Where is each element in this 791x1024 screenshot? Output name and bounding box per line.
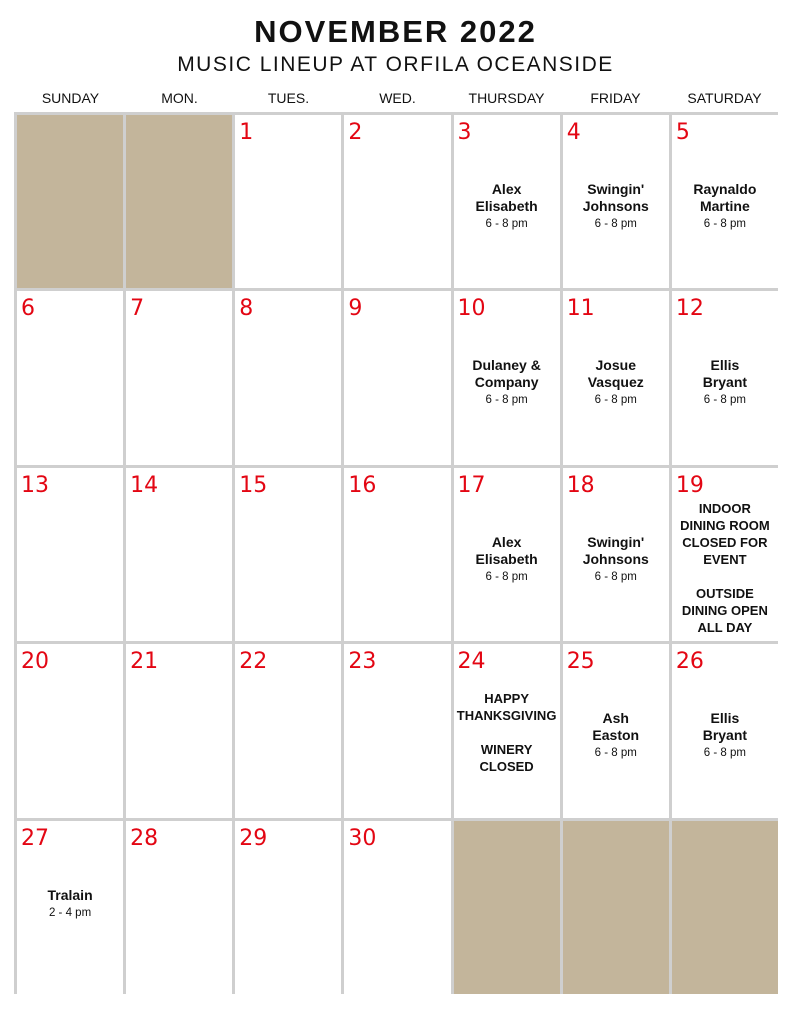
calendar-title: NOVEMBER 2022 bbox=[254, 14, 537, 49]
day-cell-25 bbox=[563, 644, 669, 817]
day-cell-28 bbox=[126, 821, 232, 994]
day-cell-29 bbox=[235, 821, 341, 994]
day-cell-6 bbox=[17, 291, 123, 464]
music-event bbox=[672, 181, 778, 232]
weekday-label: SATURDAY bbox=[687, 90, 762, 106]
music-event bbox=[17, 887, 123, 921]
day-cell-2 bbox=[344, 115, 450, 288]
music-event bbox=[454, 181, 560, 232]
performance-time: 2 - 4 pm bbox=[48, 906, 92, 919]
weekday-label: WED. bbox=[379, 90, 416, 106]
day-cell-19 bbox=[672, 468, 778, 641]
performer-name: Ash Easton bbox=[592, 710, 640, 744]
day-number: 29 bbox=[239, 825, 268, 851]
music-event bbox=[563, 710, 669, 761]
day-number: 4 bbox=[566, 120, 581, 145]
day-cell-23 bbox=[344, 644, 450, 817]
day-number: 10 bbox=[457, 296, 486, 322]
day-cell-5 bbox=[672, 115, 778, 288]
day-cell-14 bbox=[126, 468, 232, 641]
performer-name: Tralain bbox=[47, 886, 93, 903]
performance-time: 6 - 8 pm bbox=[703, 394, 746, 407]
day-cell-21 bbox=[126, 644, 232, 817]
day-number: 11 bbox=[566, 296, 595, 322]
day-cell-24 bbox=[454, 644, 560, 817]
day-number: 20 bbox=[21, 649, 49, 675]
music-event bbox=[672, 710, 778, 761]
day-number: 5 bbox=[675, 120, 690, 145]
day-cell-26 bbox=[672, 644, 778, 817]
day-number: 8 bbox=[239, 296, 254, 322]
performer-name: Alex Elisabeth bbox=[475, 181, 538, 214]
calendar-subtitle: MUSIC LINEUP AT ORFILA OCEANSIDE bbox=[177, 53, 614, 76]
day-number: 22 bbox=[239, 649, 268, 675]
weekday-label: SUNDAY bbox=[41, 90, 100, 106]
day-number: 13 bbox=[21, 472, 49, 498]
performance-time: 6 - 8 pm bbox=[703, 218, 746, 230]
day-number: 7 bbox=[130, 296, 145, 322]
day-number: 21 bbox=[130, 649, 159, 675]
day-number: 18 bbox=[566, 472, 595, 498]
day-number: 17 bbox=[457, 472, 486, 498]
day-cell-27 bbox=[17, 821, 123, 994]
day-number: 27 bbox=[21, 825, 49, 851]
day-cell-22 bbox=[235, 644, 341, 817]
music-event bbox=[454, 357, 560, 408]
performance-time: 6 - 8 pm bbox=[594, 747, 637, 760]
weekday-label: FRIDAY bbox=[590, 90, 641, 106]
empty-day-cell bbox=[563, 821, 669, 994]
day-number: 25 bbox=[566, 649, 595, 675]
weekday-label: THURSDAY bbox=[468, 90, 545, 106]
performer-name: Ellis Bryant bbox=[702, 357, 748, 391]
day-number: 12 bbox=[675, 296, 704, 322]
empty-day-cell bbox=[17, 115, 123, 288]
empty-day-cell bbox=[672, 821, 778, 994]
day-cell-8 bbox=[235, 291, 341, 464]
day-cell-1 bbox=[235, 115, 341, 288]
weekday-label: MON. bbox=[161, 90, 198, 106]
day-number: 23 bbox=[348, 649, 377, 675]
day-number: 30 bbox=[348, 825, 377, 851]
performer-name: Josue Vasquez bbox=[587, 357, 644, 391]
performance-time: 6 - 8 pm bbox=[485, 394, 528, 407]
performer-name: Dulaney & Company bbox=[472, 357, 541, 391]
performance-time: 6 - 8 pm bbox=[594, 570, 637, 583]
day-cell-20 bbox=[17, 644, 123, 817]
performance-time: 6 - 8 pm bbox=[594, 394, 637, 407]
day-number: 28 bbox=[130, 825, 159, 851]
performer-name: Swingin' Johnsons bbox=[582, 533, 649, 567]
day-cell-15 bbox=[235, 468, 341, 641]
performer-name: Raynaldo Martine bbox=[693, 181, 757, 214]
day-cell-12 bbox=[672, 291, 778, 464]
day-cell-10 bbox=[454, 291, 560, 464]
day-number: 3 bbox=[457, 120, 472, 145]
day-cell-18 bbox=[563, 468, 669, 641]
empty-day-cell bbox=[126, 115, 232, 288]
day-cell-4 bbox=[563, 115, 669, 288]
music-event bbox=[563, 181, 669, 232]
performer-name: Ellis Bryant bbox=[702, 710, 748, 744]
day-cell-13 bbox=[17, 468, 123, 641]
performance-time: 6 - 8 pm bbox=[703, 747, 746, 760]
music-event bbox=[563, 357, 669, 408]
weekday-header-row bbox=[16, 90, 777, 108]
empty-day-cell bbox=[454, 821, 560, 994]
day-cell-11 bbox=[563, 291, 669, 464]
calendar-grid bbox=[14, 112, 778, 994]
day-number: 19 bbox=[675, 472, 704, 498]
performer-name: Swingin' Johnsons bbox=[582, 181, 649, 214]
day-notice: INDOOR DINING ROOM CLOSED FOR EVENT OUTSIDE DINING OPEN ALL DAY bbox=[680, 500, 770, 635]
music-event bbox=[563, 534, 669, 585]
day-number: 1 bbox=[239, 120, 254, 145]
performance-time: 6 - 8 pm bbox=[594, 218, 637, 230]
day-number: 6 bbox=[21, 296, 35, 322]
performance-time: 6 - 8 pm bbox=[485, 570, 528, 583]
performance-time: 6 - 8 pm bbox=[485, 218, 528, 230]
day-number: 9 bbox=[348, 296, 363, 322]
performer-name: Alex Elisabeth bbox=[475, 533, 538, 567]
day-number: 14 bbox=[130, 472, 159, 498]
day-cell-9 bbox=[344, 291, 450, 464]
music-event bbox=[672, 357, 778, 408]
day-cell-17 bbox=[454, 468, 560, 641]
day-number: 15 bbox=[239, 472, 268, 498]
music-event bbox=[454, 534, 560, 585]
day-cell-3 bbox=[454, 115, 560, 288]
day-cell-16 bbox=[344, 468, 450, 641]
day-notice: HAPPY THANKSGIVING WINERY CLOSED bbox=[456, 691, 557, 775]
day-number: 24 bbox=[457, 649, 486, 675]
day-number: 2 bbox=[348, 120, 363, 145]
day-number: 16 bbox=[348, 472, 377, 498]
day-cell-30 bbox=[344, 821, 450, 994]
day-cell-7 bbox=[126, 291, 232, 464]
day-number: 26 bbox=[675, 649, 704, 675]
weekday-label: TUES. bbox=[267, 90, 310, 106]
